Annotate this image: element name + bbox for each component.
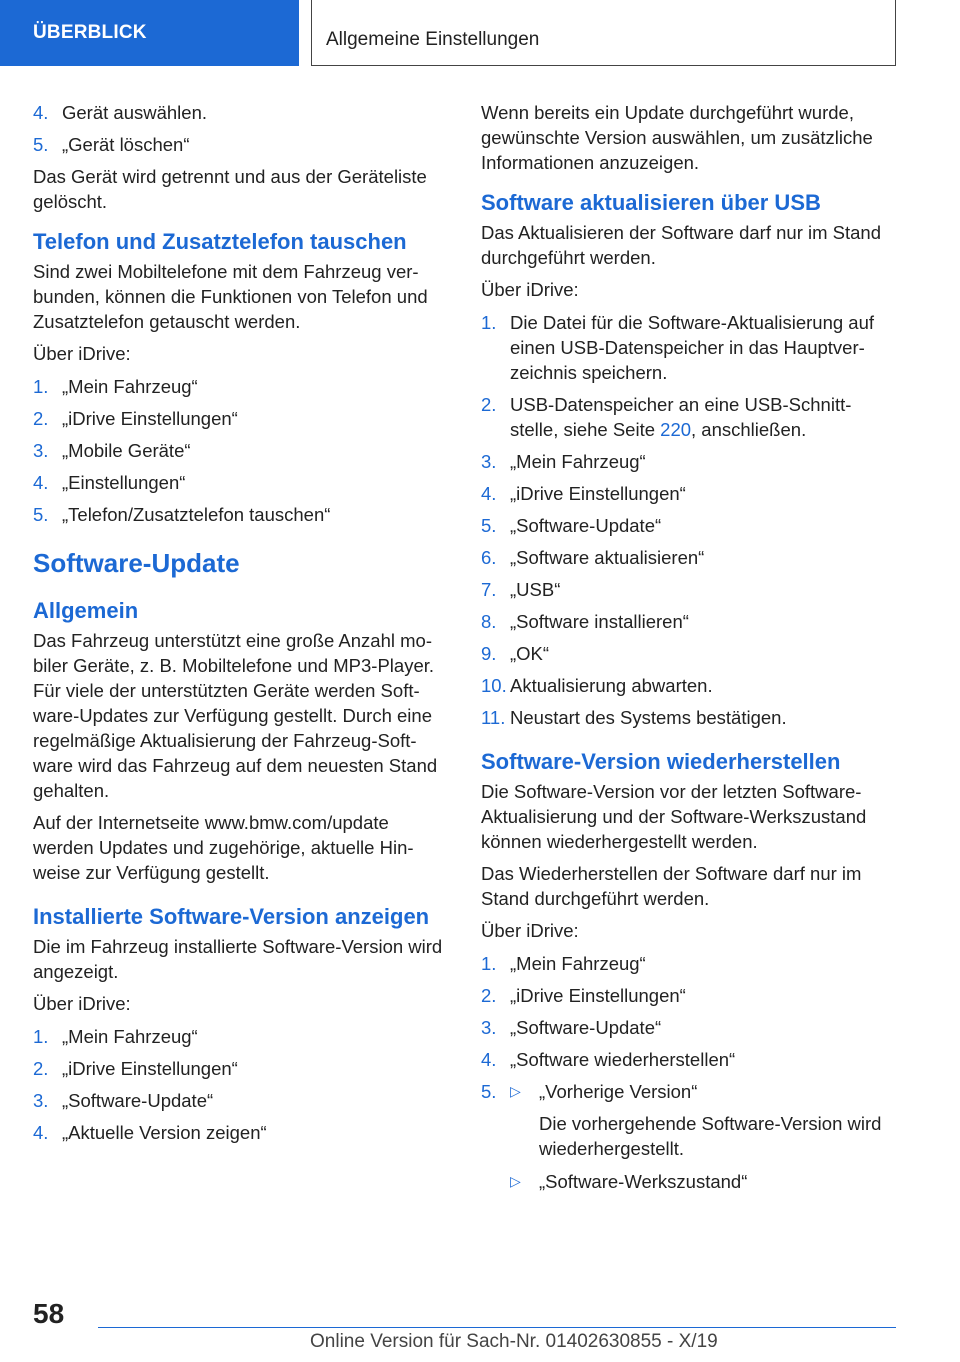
list-item: 2. „iDrive Einstellungen“ [481,985,686,1006]
list-item: 5. „Software-Update“ [481,515,662,536]
section-tab: ÜBERBLICK [0,0,299,66]
list-item: 2. „iDrive Einstellungen“ [33,1058,238,1079]
left-column [33,100,451,1152]
idrive-label: Über iDrive: [481,279,579,300]
list-item: 4. „Einstellungen“ [33,472,186,493]
heading-installed-version: Installierte Software-Version anzeigen [33,904,430,929]
swap-phone-text: Sind zwei Mobiltelefone mit dem Fahrzeug ver-bunden, können die Funktionen von Telefon und Zusatztelefon getauscht werden. [33,261,428,332]
list-item: 3. „Software-Update“ [481,1017,662,1038]
restore-text-2: Das Wiederherstellen der Software darf nur im Stand durchgeführt werden. [481,863,862,909]
usb-update-steps-cont [481,449,899,730]
restore-steps [481,951,899,1072]
heading-swap-phone: Telefon und Zusatztelefon tauschen [33,229,407,254]
usb-update-text: Das Aktualisieren der Software darf nur im Stand durchgeführt werden. [481,222,881,268]
swap-phone-steps [33,374,451,527]
general-text-2: Auf der Internetseite www.bmw.com/update werden Updates und zugehörige, aktuelle Hin-weise zur Verfügung gestellt. [33,812,414,883]
heading-usb-update: Software aktualisieren über USB [481,190,821,215]
general-text-1: Das Fahrzeug unterstützt eine große Anzahl mo-biler Geräte, z. B. Mobiltelefone und MP3-Player. Für viele der unterstützten Geräte werden Soft-ware-Updates zur Verfügung gestellt. Durch eine regelmäßige Aktualisierung der Fahrzeug-Soft-ware wird das Fahrzeug auf dem neuesten Stand gehalten. [33,630,438,801]
option-item: ▷ „Vorherige Version“ Die vorhergehende Software-Version wird wiederhergestellt. [510,1081,882,1159]
list-item: 5. „Gerät löschen“ [33,134,190,155]
triangle-bullet-icon: ▷ [510,1083,521,1099]
list-item: 8. „Software installieren“ [481,611,689,632]
list-item: 11. Neustart des Systems bestätigen. [481,707,787,728]
list-item: 4. Gerät auswählen. [33,102,208,123]
restore-text-1: Die Software-Version vor der letzten Software-Aktualisierung und der Software-Werkszustand können wiederhergestellt werden. [481,781,867,852]
idrive-label: Über iDrive: [33,343,131,364]
list-item: 7. „USB“ [481,579,561,600]
list-item: 6. „Software aktualisieren“ [481,547,705,568]
list-item: 5. „Telefon/Zusatztelefon tauschen“ [33,504,331,525]
list-item: 1. Die Datei für die Software-Aktualisierung auf einen USB-Datenspeicher in das Hauptver-zeichnis speichern. [481,312,875,383]
heading-restore-version: Software-Version wiederherstellen [481,749,841,774]
page-link[interactable]: 220 [660,419,692,440]
idrive-label: Über iDrive: [33,993,131,1014]
list-item: 3. „Mobile Geräte“ [33,440,191,461]
list-item: 1. „Mein Fahrzeug“ [33,376,198,397]
list-item: 4. „Aktuelle Version zeigen“ [33,1122,267,1143]
triangle-bullet-icon: ▷ [510,1173,521,1189]
list-item: 4. „iDrive Einstellungen“ [481,483,686,504]
right-column [481,100,899,1201]
version-info-text: Wenn bereits ein Update durchgeführt wurde, gewünschte Version auswählen, um zusätzliche Informationen anzuzeigen. [481,102,873,173]
list-item: 3. „Mein Fahrzeug“ [481,451,646,472]
page-number: 58 [33,1298,65,1329]
installed-version-text: Die im Fahrzeug installierte Software-Version wird angezeigt. [33,936,443,982]
list-item: 5. ▷ „Vorherige Version“ Die vorhergehende Software-Version wird wiederhergestellt. ▷ „Software-Werkszustand“ [481,1079,899,1194]
restore-step-5 [481,1079,899,1194]
list-item: 1. „Mein Fahrzeug“ [33,1026,198,1047]
list-item: 2. USB-Datenspeicher an eine USB-Schnitt-stelle, siehe Seite 220, anschließen. [481,394,852,440]
heading-software-update: Software-Update [33,548,240,578]
usb-update-steps [481,310,899,442]
device-delete-steps [33,100,451,157]
device-delete-note: Das Gerät wird getrennt und aus der Geräteliste gelöscht. [33,166,427,212]
list-item: 3. „Software-Update“ [33,1090,214,1111]
list-item: 10. Aktualisierung abwarten. [481,675,713,696]
footer-text: Online Version für Sach-Nr. 01402630855 - X/19 [310,1331,718,1352]
list-item: 1. „Mein Fahrzeug“ [481,953,646,974]
page-header [0,0,960,66]
idrive-label: Über iDrive: [481,920,579,941]
footer-divider [98,1327,896,1328]
list-item: 9. „OK“ [481,643,550,664]
list-item: 2. „iDrive Einstellungen“ [33,408,238,429]
list-item: 4. „Software wiederherstellen“ [481,1049,736,1070]
chapter-title: Allgemeine Einstellungen [326,29,540,50]
heading-general: Allgemein [33,598,139,623]
option-item: ▷ „Software-Werkszustand“ [510,1171,748,1192]
installed-version-steps [33,1024,451,1145]
